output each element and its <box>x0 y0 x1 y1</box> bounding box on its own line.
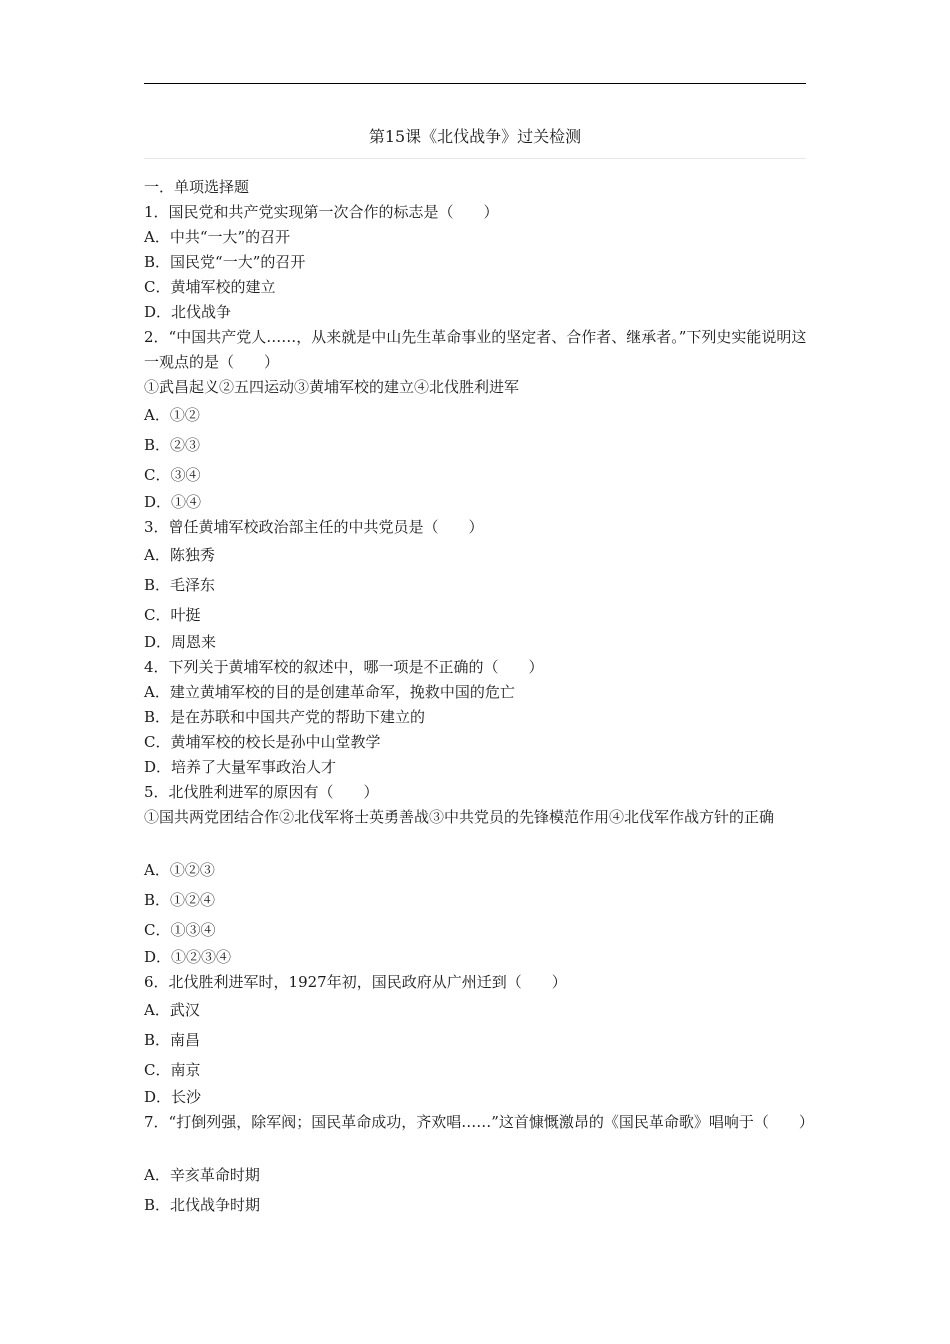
q5-option-d: D．①②③④ <box>144 948 232 966</box>
section-heading: 一．单项选择题 <box>144 178 250 196</box>
q2-option-c: C．③④ <box>144 466 201 484</box>
question-stem-1: 1．国民党和共产党实现第一次合作的标志是（ ） <box>144 203 499 221</box>
q6-option-c: C．南京 <box>144 1061 201 1079</box>
q1-option-a: A．中共“一大”的召开 <box>144 228 291 246</box>
q5-option-b: B．①②④ <box>144 891 216 909</box>
q6-option-b: B．南昌 <box>144 1031 201 1049</box>
q5-option-a: A．①②③ <box>144 861 215 879</box>
q1-option-d: D．北伐战争 <box>144 303 232 321</box>
q1-option-b: B．国民党“一大”的召开 <box>144 253 306 271</box>
q4-option-a: A．建立黄埔军校的目的是创建革命军，挽救中国的危亡 <box>144 683 515 701</box>
q3-option-b: B．毛泽东 <box>144 576 216 594</box>
title-divider <box>144 158 806 159</box>
q3-option-c: C．叶挺 <box>144 606 201 624</box>
q3-option-a: A．陈独秀 <box>144 546 215 564</box>
question-stem-3: 3．曾任黄埔军校政治部主任的中共党员是（ ） <box>144 518 484 536</box>
q1-option-c: C．黄埔军校的建立 <box>144 278 276 296</box>
q4-option-c: C．黄埔军校的校长是孙中山堂教学 <box>144 733 381 751</box>
q2-option-b: B．②③ <box>144 436 201 454</box>
question-stem-7: 7．“打倒列强，除军阀；国民革命成功，齐欢唱……”这首慷慨激昂的《国民革命歌》唱响于（ ） <box>144 1113 814 1131</box>
header-rule <box>144 83 806 84</box>
question-stem-5: 5．北伐胜利进军的原因有（ ） <box>144 783 379 801</box>
q5-statements: ①国共两党团结合作②北伐军将士英勇善战③中共党员的先锋模范作用④北伐军作战方针的正确 <box>144 808 775 826</box>
q6-option-d: D．长沙 <box>144 1088 202 1106</box>
question-stem-2: 2．“中国共产党人……，从来就是中山先生革命事业的坚定者、合作者、继承者。”下列史实能说明这一观点的是（ ） <box>144 328 807 371</box>
q7-option-b: B．北伐战争时期 <box>144 1196 261 1214</box>
q4-option-b: B．是在苏联和中国共产党的帮助下建立的 <box>144 708 426 726</box>
q4-option-d: D．培养了大量军事政治人才 <box>144 758 337 776</box>
question-stem-6: 6．北伐胜利进军时，1927年初，国民政府从广州迁到（ ） <box>144 973 567 991</box>
question-list <box>144 175 814 1220</box>
q5-option-c: C．①③④ <box>144 921 216 939</box>
q2-option-a: A．①② <box>144 406 200 424</box>
q6-option-a: A．武汉 <box>144 1001 200 1019</box>
q2-statements: ①武昌起义②五四运动③黄埔军校的建立④北伐胜利进军 <box>144 378 520 396</box>
q7-option-a: A．辛亥革命时期 <box>144 1166 260 1184</box>
q3-option-d: D．周恩来 <box>144 633 217 651</box>
question-stem-4: 4．下列关于黄埔军校的叙述中，哪一项是不正确的（ ） <box>144 658 544 676</box>
q2-option-d: D．①④ <box>144 493 202 511</box>
document-title: 第15课《北伐战争》过关检测 <box>368 127 582 146</box>
